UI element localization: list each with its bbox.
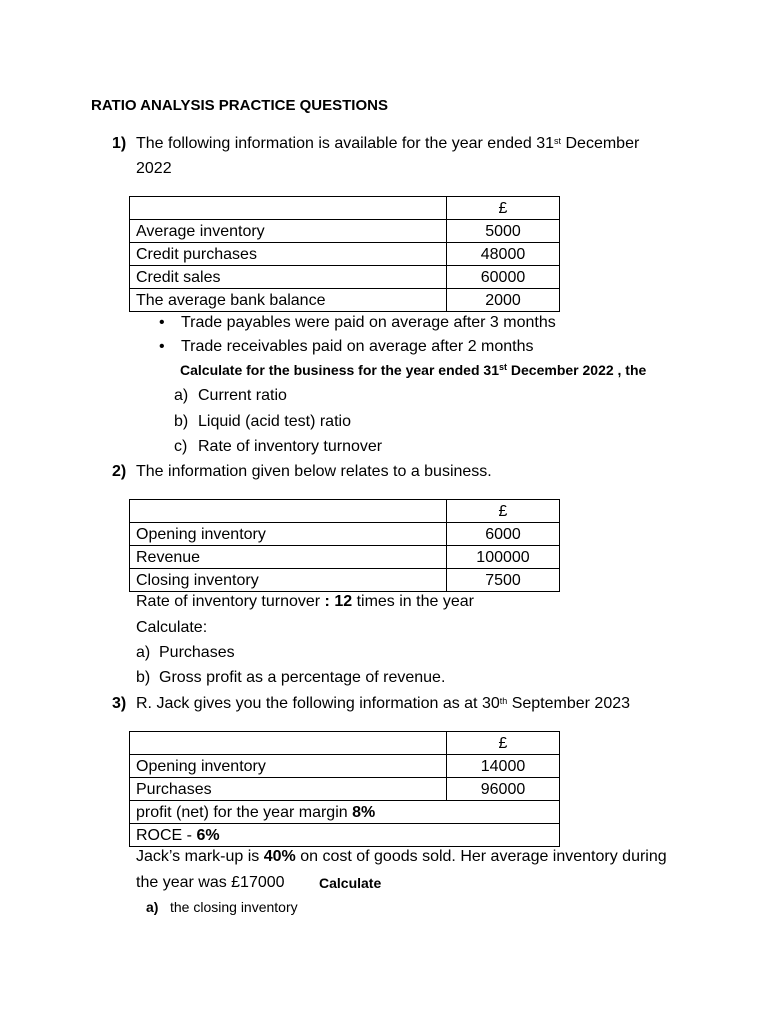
table-row: [130, 546, 560, 569]
question-1-instruction: Calculate for the business for the year ended 31st December 2022 , the: [180, 362, 647, 378]
question-2-intro: The information given below relates to a business.: [136, 463, 492, 480]
part-letter: b): [136, 669, 151, 686]
row-value: 60000: [447, 266, 560, 289]
average-inventory-line: the year was £17000: [136, 874, 285, 891]
row-label: Credit sales: [130, 266, 447, 289]
table-row: [130, 801, 560, 824]
profit-margin-row: profit (net) for the year margin 8%: [130, 801, 560, 824]
table-row: [130, 824, 560, 847]
row-value: 48000: [447, 243, 560, 266]
part-letter: b): [174, 413, 189, 430]
row-value: 7500: [447, 569, 560, 592]
table-row: [130, 220, 560, 243]
table-cell: [130, 197, 447, 220]
currency-header: £: [447, 500, 560, 523]
question-1-intro-line2: 2022: [136, 160, 172, 177]
table-row: [130, 569, 560, 592]
bullet-item: • Trade payables were paid on average after 3 months: [181, 313, 556, 333]
table-row: [130, 289, 560, 312]
row-value: 96000: [447, 778, 560, 801]
markup-line: Jack’s mark-up is 40% on cost of goods sold. Her average inventory during: [136, 848, 667, 865]
calculate-label: Calculate: [319, 875, 382, 891]
part-letter: c): [174, 438, 188, 455]
table-row: [130, 755, 560, 778]
table-row: [130, 778, 560, 801]
page-title: RATIO ANALYSIS PRACTICE QUESTIONS: [91, 97, 388, 114]
table-row: [130, 243, 560, 266]
question-1-intro: The following information is available for the year ended 31st December: [136, 135, 640, 152]
currency-header: £: [447, 732, 560, 755]
part-letter: a): [146, 899, 159, 915]
currency-header: £: [447, 197, 560, 220]
row-label: Purchases: [130, 778, 447, 801]
row-value: 14000: [447, 755, 560, 778]
table-header-row: [130, 732, 560, 755]
row-value: 5000: [447, 220, 560, 243]
row-label: Credit purchases: [130, 243, 447, 266]
row-value: 2000: [447, 289, 560, 312]
row-label: Opening inventory: [130, 523, 447, 546]
roce-row: ROCE - 6%: [130, 824, 560, 847]
part-text: Liquid (acid test) ratio: [198, 413, 351, 430]
bullet-item: • Trade receivables paid on average after 2 months: [181, 337, 534, 357]
row-label: Opening inventory: [130, 755, 447, 778]
calculate-label: Calculate:: [136, 619, 208, 636]
row-value: 100000: [447, 546, 560, 569]
part-letter: a): [136, 644, 151, 661]
part-text: Purchases: [159, 644, 235, 661]
table-cell: [130, 732, 447, 755]
part-text: Current ratio: [198, 387, 287, 404]
question-1-table: [129, 196, 560, 312]
row-label: Average inventory: [130, 220, 447, 243]
row-label: Revenue: [130, 546, 447, 569]
row-value: 6000: [447, 523, 560, 546]
question-2-number: 2): [112, 463, 127, 480]
table-cell: [130, 500, 447, 523]
inventory-turnover-line: Rate of inventory turnover : 12 times in the year: [136, 593, 474, 610]
table-row: [130, 523, 560, 546]
part-text: Rate of inventory turnover: [198, 438, 383, 455]
question-2-table: [129, 499, 560, 592]
part-text: the closing inventory: [170, 899, 298, 915]
row-label: The average bank balance: [130, 289, 447, 312]
row-label: Closing inventory: [130, 569, 447, 592]
table-header-row: [130, 197, 560, 220]
part-letter: a): [174, 387, 189, 404]
table-row: [130, 266, 560, 289]
table-header-row: [130, 500, 560, 523]
question-3-number: 3): [112, 695, 127, 712]
question-3-table: [129, 731, 560, 847]
part-text: Gross profit as a percentage of revenue.: [159, 669, 446, 686]
question-1-number: 1): [112, 135, 127, 152]
question-3-intro: R. Jack gives you the following information as at 30th September 2023: [136, 695, 631, 712]
